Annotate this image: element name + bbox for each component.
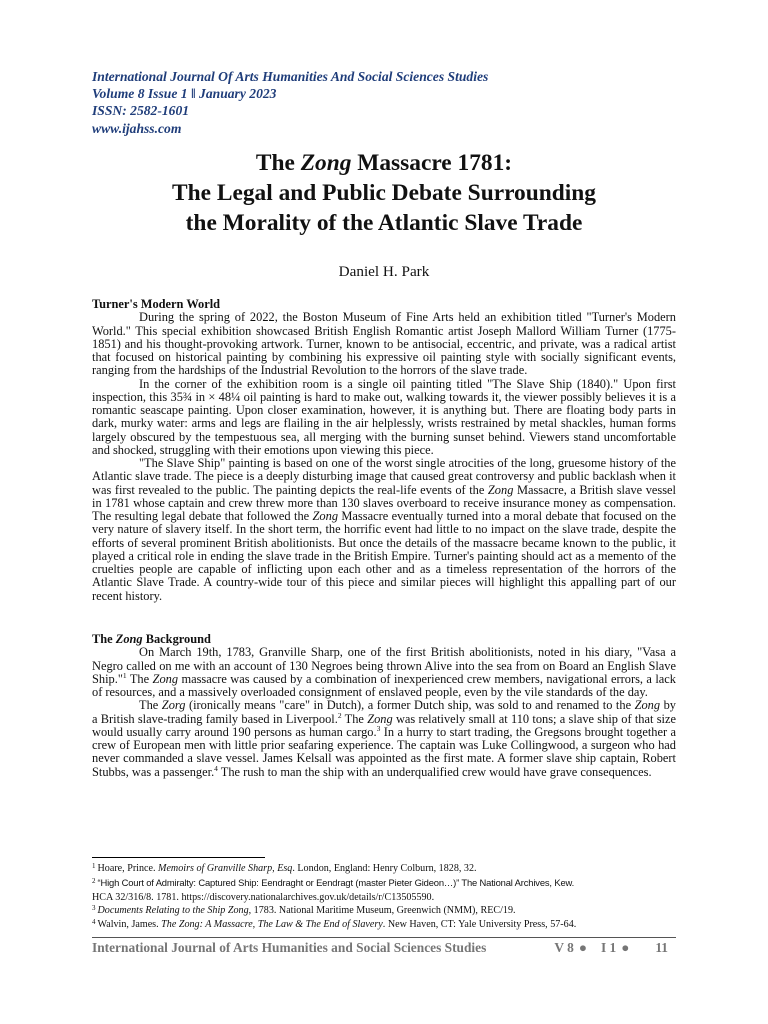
bullet-icon: ● [621,940,630,955]
footnote-4: $^4$ Walvin, James. The Zong: A Massacre, The Law & The End of Slavery. New Haven, CT: Yale University Press, 57-64. [92,917,577,930]
footnote-3: $^3$ Documents Relating to the Ship Zong, 1783. National Maritime Museum, Greenwich (NMM), REC/19. [92,903,516,916]
footnote-ref[interactable]: 4 [214,764,218,774]
footnote-ref[interactable]: 2 [337,711,342,721]
paragraph: "The Slave Ship" painting is based on one of the worst single atrocities of the long, gruesome history of the Atlantic slave trade. The piece is a deeply disturbing image that caused great controversy and public backlash when it was first revealed to the public. The painting depicts the real-life events of the Zong Massacre, a British slave vessel in 1781 whose captain and crew threw more than 130 slaves overboard to receive insurance money as compensation. The resulting legal debate that followed the Zong Massacre eventually turned into a moral debate that focused on the very nature of slavery itself. In the short term, the horrific event had little to no impact on the slave trade, despite the efforts of several prominent British abolitionists. But once the details of the massacre became known to the public, it played a critical role in ending the slave trade in the British Empire. Turner's painting should act as a memento of the cruelties people are capable of inflicting upon each other and as a timeless representation of the horrors of the Atlantic Slave Trade. A country-wide tour of this piece and similar pieces will highlight this appalling part of our recent history. [92,456,676,603]
footnotes [92,862,676,932]
footnote-1: $^1$ Hoare, Prince. Memoirs of Granville Sharp, Esq. London, England: Henry Colburn, 1828, 32. [92,861,477,874]
paragraph: During the spring of 2022, the Boston Museum of Fine Arts held an exhibition titled "Turner's Modern World." This special exhibition showcased British English Romantic artist Joseph Mallord William Turner (1775-1851) and his thought-provoking artwork. Turner, known to be antisocial, eccentric, and private, was a radical artist that focused on historical painting by combining his expressive oil painting style with socially significant events, ranging from the hardships of the Industrial Revolution to the horrors of the slave trade. [92,310,676,378]
title-line-2: The Legal and Public Debate Surrounding [172,180,596,206]
painting-dimensions: 35¾ in × 48¼ [170,389,241,404]
footnote-ref[interactable]: 3 [376,724,381,734]
footer-journal-name: International Journal of Arts Humanities and Social Sciences Studies [92,940,487,955]
footer-volume: V 8 [554,940,574,955]
footer-issue: I 1 [600,940,617,955]
footer-issue-info [549,940,668,956]
page-footer [92,940,676,958]
footnote-2: $^2$ “High Court of Admiralty: Captured Ship: Eendraght or Eendragt (master Pieter Gideon…)” The National Archives, Kew. [92,876,575,888]
journal-issn: ISSN: 2582-1601 [92,103,190,119]
bullet-icon: ● [578,940,587,955]
journal-name: International Journal Of Arts Humanities And Social Sciences Studies [92,69,489,84]
section-turners-modern-world [92,298,676,603]
paragraph: In the corner of the exhibition room is a single oil painting titled "The Slave Ship (1840)." Upon first inspection, this 35¾ in × 48¼ oil painting is hard to make out, walking towards it, the viewer possibly believes it is a romantic seascape painting. Upon closer examination, however, it is anything but. There are floating body parts in dark, murky water: arms and legs are flailing in the air helplessly, wrists restrained by metal shackles, human forms largely obscured by the tempestuous sea, all merging with the burning sunset behind. Viewers stand uncomfortable and shocked, struggling with their emotions upon viewing this piece. [92,376,676,457]
section-zong-background [92,633,676,779]
paper-title [92,148,676,238]
journal-issue: Volume 8 Issue 1 ‖ January 2023 [92,86,277,102]
page-number: 11 [655,940,668,955]
journal-website[interactable]: www.ijahss.com [92,120,182,136]
title-line-1: The Zong Massacre 1781: [255,150,513,176]
title-line-3: the Morality of the Atlantic Slave Trade [185,210,583,236]
section-heading: Turner's Modern World [92,297,221,311]
journal-header [92,68,488,137]
section-heading: The Zong Background [92,632,211,646]
paragraph: On March 19th, 1783, Granville Sharp, one of the first British abolitionists, noted in his diary, "Vasa a Negro called on me with an account of 130 Negroes being thrown Alive into the sea from on Board an English Slave Ship."$^1$ The Zong massacre was caused by a combination of inexperienced crew members, navigational errors, a lack of resources, and a massively overloaded consignment of enslaved people, even by the vile standards of the day. [92,645,676,700]
author-name: Daniel H. Park [338,263,430,280]
footer-divider [92,937,676,938]
paragraph: The Zorg (ironically means "care" in Dutch), a former Dutch ship, was sold to and renamed to the Zong by a British slave-trading family based in Liverpool.$^2$ The Zong was relatively small at 110 tons; a slave ship of that size would usually carry around 190 persons as human cargo.$^3$ In a hurry to start trading, the Gregsons brought together a crew of European men with little prior seafaring experience. The captain was Luke Collingwood, a surgeon who had never commanded a slave vessel. James Kelsall was appointed as the first mate. A former slave ship captain, Robert Stubbs, was a passenger.$^4$ The rush to man the ship with an underqualified crew would have grave consequences. [92,698,676,779]
footnote-divider [92,857,265,858]
footnote-ref[interactable]: 1 [122,671,127,681]
footnote-2-continued: HCA 32/316/8. 1781. https://discovery.nationalarchives.gov.uk/details/r/C13505590. [92,892,435,903]
